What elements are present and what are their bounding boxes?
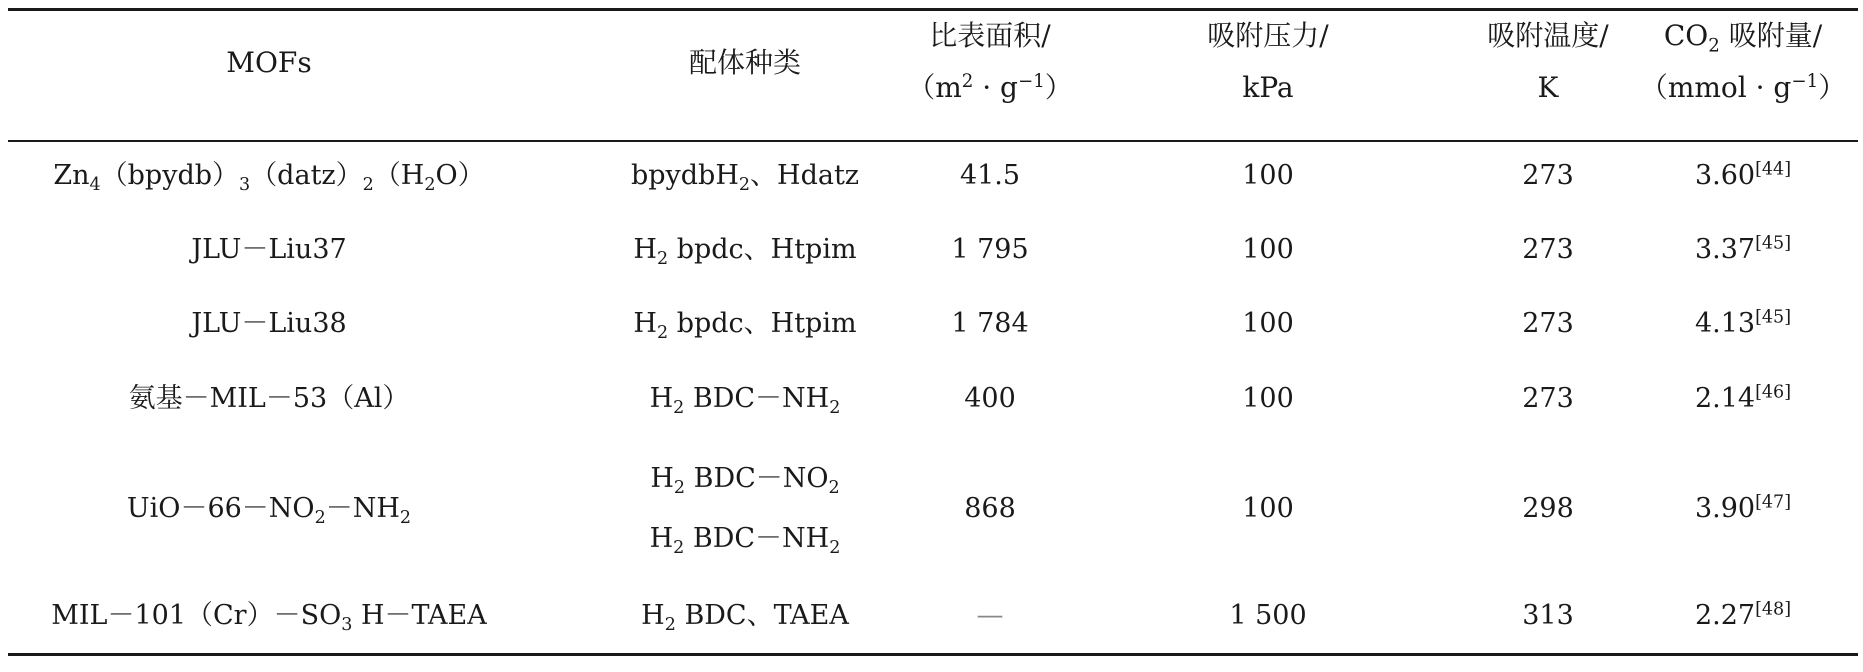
row3-ligand: $H_2$ bpdc、Htpim xyxy=(633,308,857,344)
row5-mof: $UiO-66-NO_2-NH_2$ xyxy=(126,493,412,529)
row6-ligand: $H_2$ BDC、TAEA xyxy=(641,600,849,636)
table-bottom-rule xyxy=(8,653,1858,656)
row4-temperature: 273 xyxy=(1522,383,1574,414)
row2-ligand: $H_2$ bpdc、Htpim xyxy=(633,234,857,270)
row4-ligand: $H_2$ $BDC-NH_2$ xyxy=(649,383,841,419)
row1-temperature: 273 xyxy=(1522,160,1574,191)
row2-uptake: 3.37[45] xyxy=(1694,233,1792,265)
row3-pressure: 100 xyxy=(1242,308,1294,339)
row2-pressure: 100 xyxy=(1242,234,1294,265)
row1-surface-area: 41.5 xyxy=(959,160,1021,191)
row6-temperature: 313 xyxy=(1522,600,1574,631)
header-co2-uptake-line1: $CO_2$ 吸附量/ xyxy=(1663,19,1823,57)
header-surface-area-line2: $(m^2 \cdot g^{-1})$ xyxy=(907,71,1073,104)
row5-ligand-line1: $H_2$ $BDC-NO_2$ xyxy=(650,463,840,499)
row6-surface-area: — xyxy=(976,600,1004,631)
row1-pressure: 100 xyxy=(1242,160,1294,191)
row5-uptake: 3.90[47] xyxy=(1694,492,1792,524)
row5-pressure: 100 xyxy=(1242,493,1294,524)
row2-mof: JLU－Liu37 xyxy=(191,234,347,265)
row5-surface-area: 868 xyxy=(964,493,1016,524)
row2-surface-area: 1 795 xyxy=(951,234,1029,265)
row2-temperature: 273 xyxy=(1522,234,1574,265)
header-surface-area-line1: 比表面积/ xyxy=(929,19,1051,52)
row1-ligand: bpydbH$_2$、Hdatz xyxy=(630,160,860,196)
table-header-rule xyxy=(8,140,1858,142)
row3-surface-area: 1 784 xyxy=(951,308,1029,339)
header-co2-uptake-line2: （mmol · $g^{-1}$） xyxy=(1639,71,1847,104)
row6-uptake: 2.27[48] xyxy=(1694,599,1792,631)
row1-mof: $Zn_4(bpydb)_3(datz)_2(H_2O)$ xyxy=(53,160,485,196)
header-pressure-line2: kPa xyxy=(1242,71,1294,104)
row3-temperature: 273 xyxy=(1522,308,1574,339)
row4-mof: 氨基－MIL－53（Al） xyxy=(128,383,410,414)
row6-pressure: 1 500 xyxy=(1229,600,1307,631)
row4-pressure: 100 xyxy=(1242,383,1294,414)
row5-temperature: 298 xyxy=(1522,493,1574,524)
header-pressure-line1: 吸附压力/ xyxy=(1207,19,1329,52)
table-top-rule xyxy=(8,8,1858,11)
header-temperature-line2: K xyxy=(1537,71,1559,104)
row6-mof: $MIL-101(Cr)-SO_3$ H－TAEA xyxy=(51,600,487,636)
row3-mof: JLU－Liu38 xyxy=(191,308,347,339)
row1-uptake: 3.60[44] xyxy=(1694,159,1792,191)
row3-uptake: 4.13[45] xyxy=(1694,307,1792,339)
header-temperature-line1: 吸附温度/ xyxy=(1487,19,1609,52)
header-mofs: MOFs xyxy=(226,46,312,79)
row4-surface-area: 400 xyxy=(964,383,1016,414)
row5-ligand-line2: $H_2$ $BDC-NH_2$ xyxy=(649,523,841,559)
header-ligand-type: 配体种类 xyxy=(688,46,801,79)
row4-uptake: 2.14[46] xyxy=(1694,382,1792,414)
